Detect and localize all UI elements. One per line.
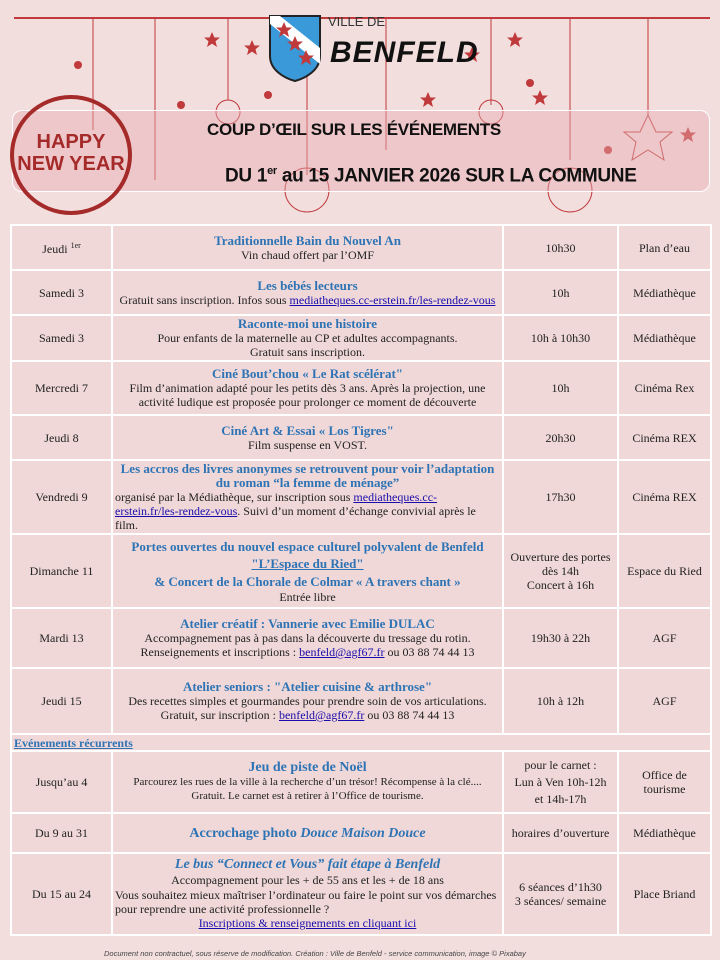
table-row (11, 460, 711, 534)
event-time: 10h30 (503, 225, 618, 270)
event-desc: Gratuit. Le carnet est à retirer à l’Office de tourisme. (191, 790, 424, 802)
table-row (11, 534, 711, 608)
event-desc: Parcourez les rues de la ville à la recherche d’un trésor! Récompense à la clé.... (133, 776, 482, 788)
badge-line1: HAPPY (36, 131, 106, 153)
table-row (11, 270, 711, 315)
event-place: Médiathèque (618, 315, 711, 361)
event-desc: Pour enfants de la maternelle au CP et adultes accompagnants. (157, 331, 458, 345)
event-date: Jeudi $^{1er}$ (11, 225, 112, 270)
event-details: Atelier créatif : Vannerie avec Emilie DULAC Accompagnement pas à pas dans la découverte du tressage du rotin. Renseignements et inscriptions : benfeld@agf67.fr ou 03 88 74 44 13 (112, 608, 503, 668)
coat-of-arms-icon (268, 14, 322, 82)
event-date: Dimanche 11 (11, 534, 112, 608)
event-details: Atelier seniors : "Atelier cuisine & arthrose" Des recettes simples et gourmandes pour prendre soin de vos articulations. Gratuit, sur inscription : benfeld@agf67.fr ou 03 88 74 44 13 (112, 668, 503, 734)
event-desc: Des recettes simples et gourmandes pour prendre soin de vos articulations. (128, 694, 487, 708)
event-place: Office de tourisme (618, 751, 711, 813)
event-time: 20h30 (503, 415, 618, 460)
event-details (112, 225, 503, 270)
ville-de-label: VILLE DE (328, 14, 386, 29)
event-desc: Gratuit sans inscription. Infos sous (119, 292, 290, 307)
table-row (11, 813, 711, 853)
event-details (112, 460, 503, 534)
event-time: 10h (503, 270, 618, 315)
event-desc: Accompagnement pas à pas dans la découverte du tressage du rotin. (144, 631, 471, 645)
event-date: Jeudi 8 (11, 415, 112, 460)
event-title: Les bébés lecteurs (257, 277, 358, 293)
table-row (11, 361, 711, 415)
table-row (11, 608, 711, 668)
event-date: Samedi 3 (11, 315, 112, 361)
event-desc: organisé par la Médiathèque, sur inscription sous (115, 490, 354, 504)
recurring-section-header (11, 734, 711, 751)
recurring-events-link[interactable]: Evénements récurrents (14, 735, 133, 750)
event-details (112, 270, 503, 315)
event-date: Mardi 13 (11, 608, 112, 668)
event-time: 6 séances d’1h30 3 séances/ semaine (503, 853, 618, 935)
event-link[interactable]: mediatheques.cc-erstein.fr/les-rendez-vous (289, 292, 496, 307)
table-row (11, 225, 711, 270)
event-details (112, 315, 503, 361)
event-title: Jeu de piste de Noël (248, 760, 367, 775)
event-details (112, 415, 503, 460)
event-date: Du 9 au 31 (11, 813, 112, 853)
city-logo (268, 14, 508, 86)
event-place: Cinéma REX (618, 415, 711, 460)
table-row (11, 315, 711, 361)
email-link[interactable]: benfeld@agf67.fr (278, 708, 365, 722)
event-time: 10h (503, 361, 618, 415)
footer-disclaimer: Document non contractuel, sous réserve de modification. Création : Ville de Benfeld - service communication, image © Pixabay (104, 949, 526, 958)
events-table (10, 224, 712, 936)
event-link[interactable]: mediatheques.cc-erstein.fr/les-rendez-vous (115, 490, 438, 518)
event-details (112, 853, 503, 935)
event-title: Les accros des livres anonymes se retrouvent pour voir l’adaptation du roman “la femme de ménage” (120, 461, 495, 490)
city-name: BENFELD (330, 36, 479, 69)
event-place: Cinéma REX (618, 460, 711, 534)
event-details (112, 361, 503, 415)
email-link[interactable]: benfeld@agf67.fr (299, 645, 385, 659)
event-title: Portes ouvertes du nouvel espace culturel polyvalent de Benfeld (131, 539, 484, 554)
event-title: Atelier créatif : Vannerie avec Emilie DULAC (180, 616, 435, 631)
event-place: Cinéma Rex (618, 361, 711, 415)
event-title: Traditionnelle Bain du Nouvel An (214, 232, 401, 248)
event-date: Vendredi 9 (11, 460, 112, 534)
event-desc: Entrée libre (279, 590, 336, 604)
event-title: Le bus “Connect et Vous” fait étape à Benfeld (174, 857, 441, 872)
subtitle-sup: er (267, 165, 277, 177)
event-date: Jusqu’au 4 (11, 751, 112, 813)
event-desc: Vous souhaitez mieux maîtriser l’ordinateur ou faire le point sur vos démarches pour reprendre une activité professionnelle ? (115, 888, 497, 916)
event-desc: Vin chaud offert par l’OMF (240, 247, 375, 262)
event-desc: Film d’animation adapté pour les petits dès 3 ans. Après la projection, une activité ludique est proposée pour prolonger ce moment de découverte (129, 381, 486, 409)
event-place: AGF (618, 608, 711, 668)
page-subtitle (225, 160, 637, 187)
event-time: Ouverture des portes dès 14h Concert à 16h (503, 534, 618, 608)
event-place: Place Briand (618, 853, 711, 935)
event-title: Accrochage photo (189, 825, 301, 841)
event-title: Raconte-moi une histoire (237, 316, 378, 331)
event-desc: Gratuit sans inscription. (250, 345, 365, 359)
event-desc: . Suivi d’un moment d’échange convivial après le film. (115, 504, 476, 532)
event-time: horaires d’ouverture (503, 813, 618, 853)
event-desc: Film suspense en VOST. (248, 437, 367, 452)
event-details (112, 751, 503, 813)
event-time: 10h à 10h30 (503, 315, 618, 361)
table-row (11, 751, 711, 813)
event-time: 19h30 à 22h (503, 608, 618, 668)
event-place: Médiathèque (618, 270, 711, 315)
event-title-italic: Douce Maison Douce (300, 825, 426, 841)
happy-new-year-badge (10, 95, 132, 215)
table-row (11, 853, 711, 935)
event-place: Médiathèque (618, 813, 711, 853)
event-date: Mercredi 7 (11, 361, 112, 415)
event-title: Atelier seniors : "Atelier cuisine & arthrose" (182, 679, 433, 694)
event-date: Du 15 au 24 (11, 853, 112, 935)
table-row (11, 668, 711, 734)
subtitle-post: au 15 JANVIER 2026 SUR LA COMMUNE (276, 165, 637, 187)
event-details (112, 813, 503, 853)
event-place: Plan d’eau (618, 225, 711, 270)
event-title: & Concert de la Chorale de Colmar « A travers chant » (154, 574, 461, 589)
table-row (11, 415, 711, 460)
event-details (112, 534, 503, 608)
event-time: 10h à 12h (503, 668, 618, 734)
registration-link[interactable]: Inscriptions & renseignements en cliquant ici (198, 916, 417, 930)
event-place: AGF (618, 668, 711, 734)
event-time: pour le carnet : Lun à Ven 10h-12h et 14h-17h (503, 751, 618, 813)
event-desc: Accompagnement pour les + de 55 ans et les + de 18 ans (171, 873, 444, 887)
page-title: COUP D’ŒIL SUR LES ÉVÉNEMENTS (207, 120, 501, 139)
event-title-link[interactable]: "L’Espace du Ried" (251, 556, 364, 571)
event-time: 17h30 (503, 460, 618, 534)
event-title: Ciné Art & Essai « Los Tigres" (221, 422, 394, 438)
event-title: Ciné Bout’chou « Le Rat scélérat" (212, 366, 403, 381)
badge-line2: NEW YEAR (17, 153, 125, 175)
subtitle-pre: DU 1 (225, 165, 268, 187)
event-date: Samedi 3 (11, 270, 112, 315)
event-date: Jeudi 15 (11, 668, 112, 734)
event-place: Espace du Ried (618, 534, 711, 608)
